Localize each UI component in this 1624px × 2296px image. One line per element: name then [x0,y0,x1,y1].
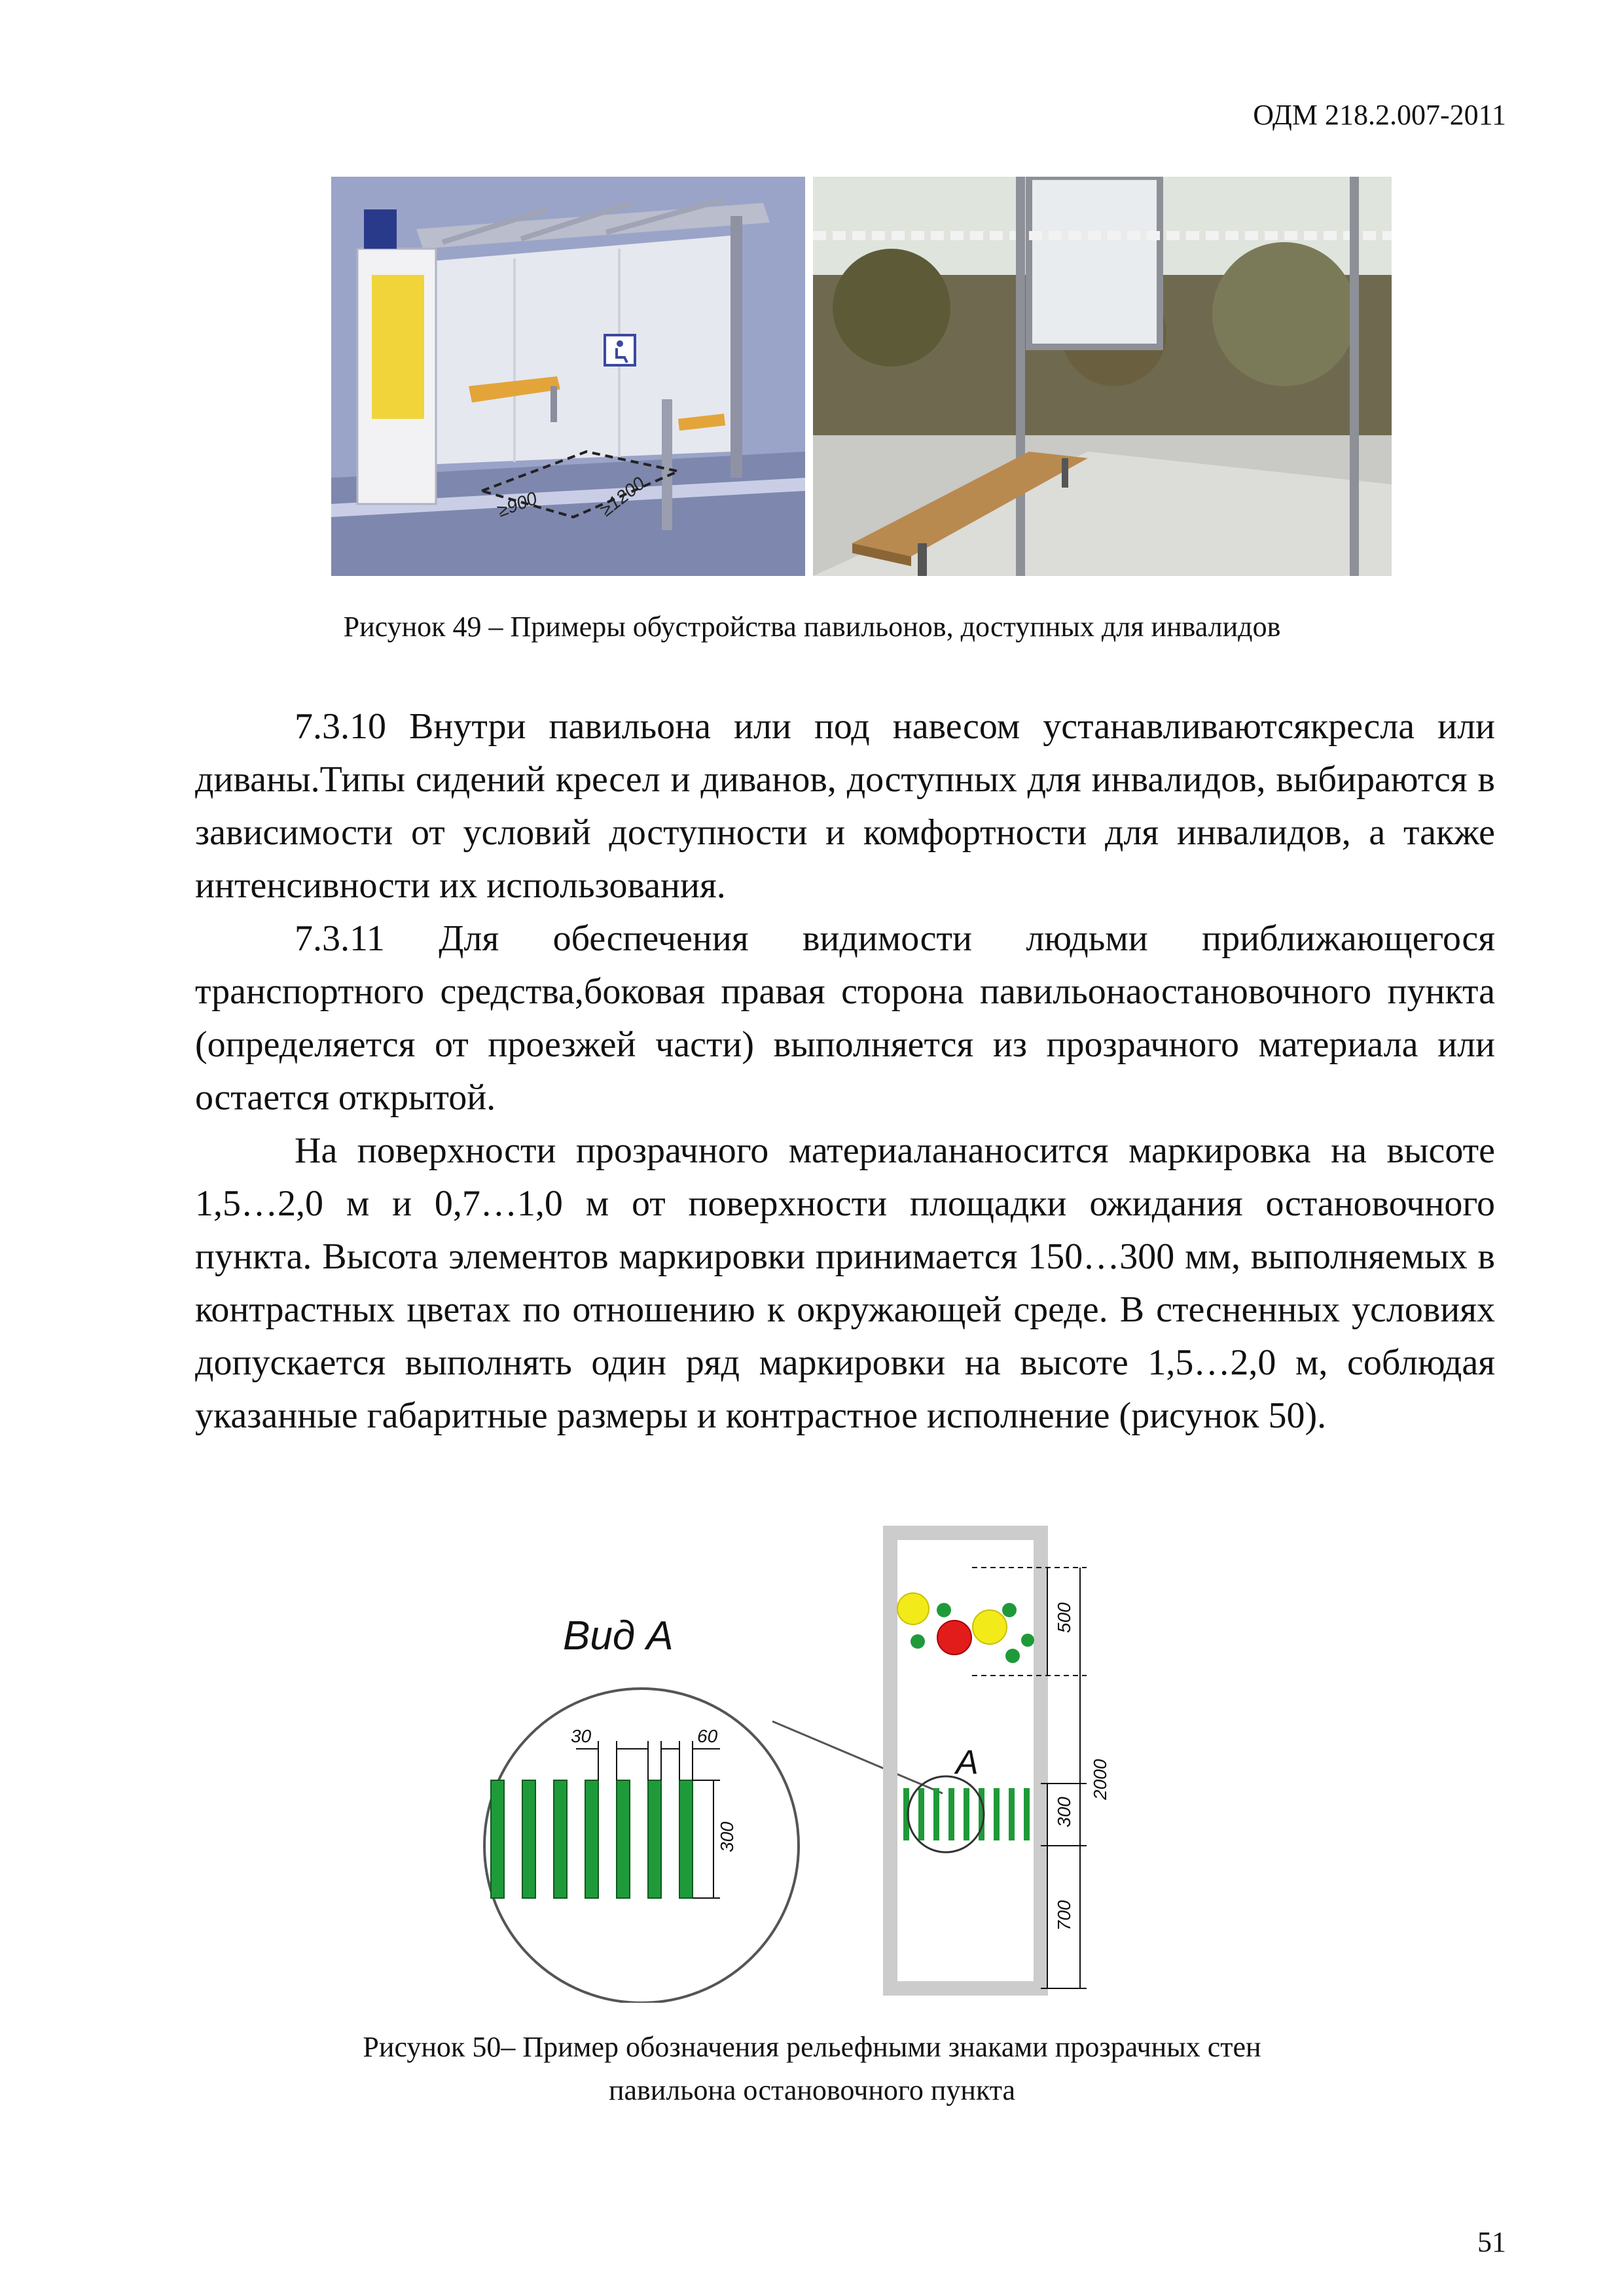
figure-50-caption [0,2026,1624,2112]
dim-bottom-label: 700 [1054,1900,1074,1931]
figure-50 [425,1505,1276,2003]
paragraph-7-3-10: 7.3.10 Внутри павильона или под навесом устанавливаютсякресла или диваны.Типы сидений кресел и диванов, доступных для инвалидов, выбираются в зависимости от условий доступности и комфортности для инвалидов, а также интенсивности их использования. [195,706,1495,906]
dim-width-label: ≥900 [494,488,540,521]
pavilion-photo-image [813,177,1392,576]
dim-total-height-label: 2000 [1090,1759,1110,1800]
leader-line [772,1721,943,1793]
dim-stripe-width-label: 60 [697,1726,718,1746]
figure-49 [331,177,1392,576]
body-text [195,700,1495,1443]
paragraph-marking: На поверхности прозрачного материалананосится маркировка на высоте 1,5…2,0 м и 0,7…1,0 м от поверхности площадки ожидания остановочного пункта. Высота элементов маркировки принимается 150…300 мм, выполняемых в контрастных цветах по отношению к окружающей среде. В стесненных условиях допускается выполнять один ряд маркировки на высоте 1,5…2,0 м, соблюдая указанные габаритные размеры и контрастное исполнение (рисунок 50). [195,1130,1495,1436]
figure-50-caption-line1: Рисунок 50– Пример обозначения рельефными знаками прозрачных стен [363,2031,1261,2063]
figure-50-caption-line2: павильона остановочного пункта [608,2074,1016,2106]
pavilion-render-image [331,177,805,576]
dim-dots-band-label: 500 [1054,1602,1074,1633]
marker-a-label: А [956,1744,979,1782]
view-title: Вид А [563,1613,674,1659]
page-number: 51 [1477,2226,1506,2258]
figure-49-caption: Рисунок 49 – Примеры обустройства павильонов, доступных для инвалидов [343,611,1281,643]
dim-depth-label: ≥1200 [596,473,649,520]
dots-band [897,1593,1034,1663]
stripe-band [903,1788,1030,1840]
wheelchair-accessibility-icon [605,335,635,365]
dim-stripe-band-label: 300 [1054,1797,1074,1827]
document-code: ОДМ 218.2.007-2011 [1253,99,1506,131]
dim-gap-label: 30 [571,1726,592,1746]
paragraph-7-3-11: 7.3.11 Для обеспечения видимости людьми приближающегося транспортного средства,боковая правая сторона павильонаостановочного пункта (определяется от проезжей части) выполняется из прозрачного материала или остается открытой. [195,918,1495,1118]
dim-stripe-height-label: 300 [717,1821,737,1852]
